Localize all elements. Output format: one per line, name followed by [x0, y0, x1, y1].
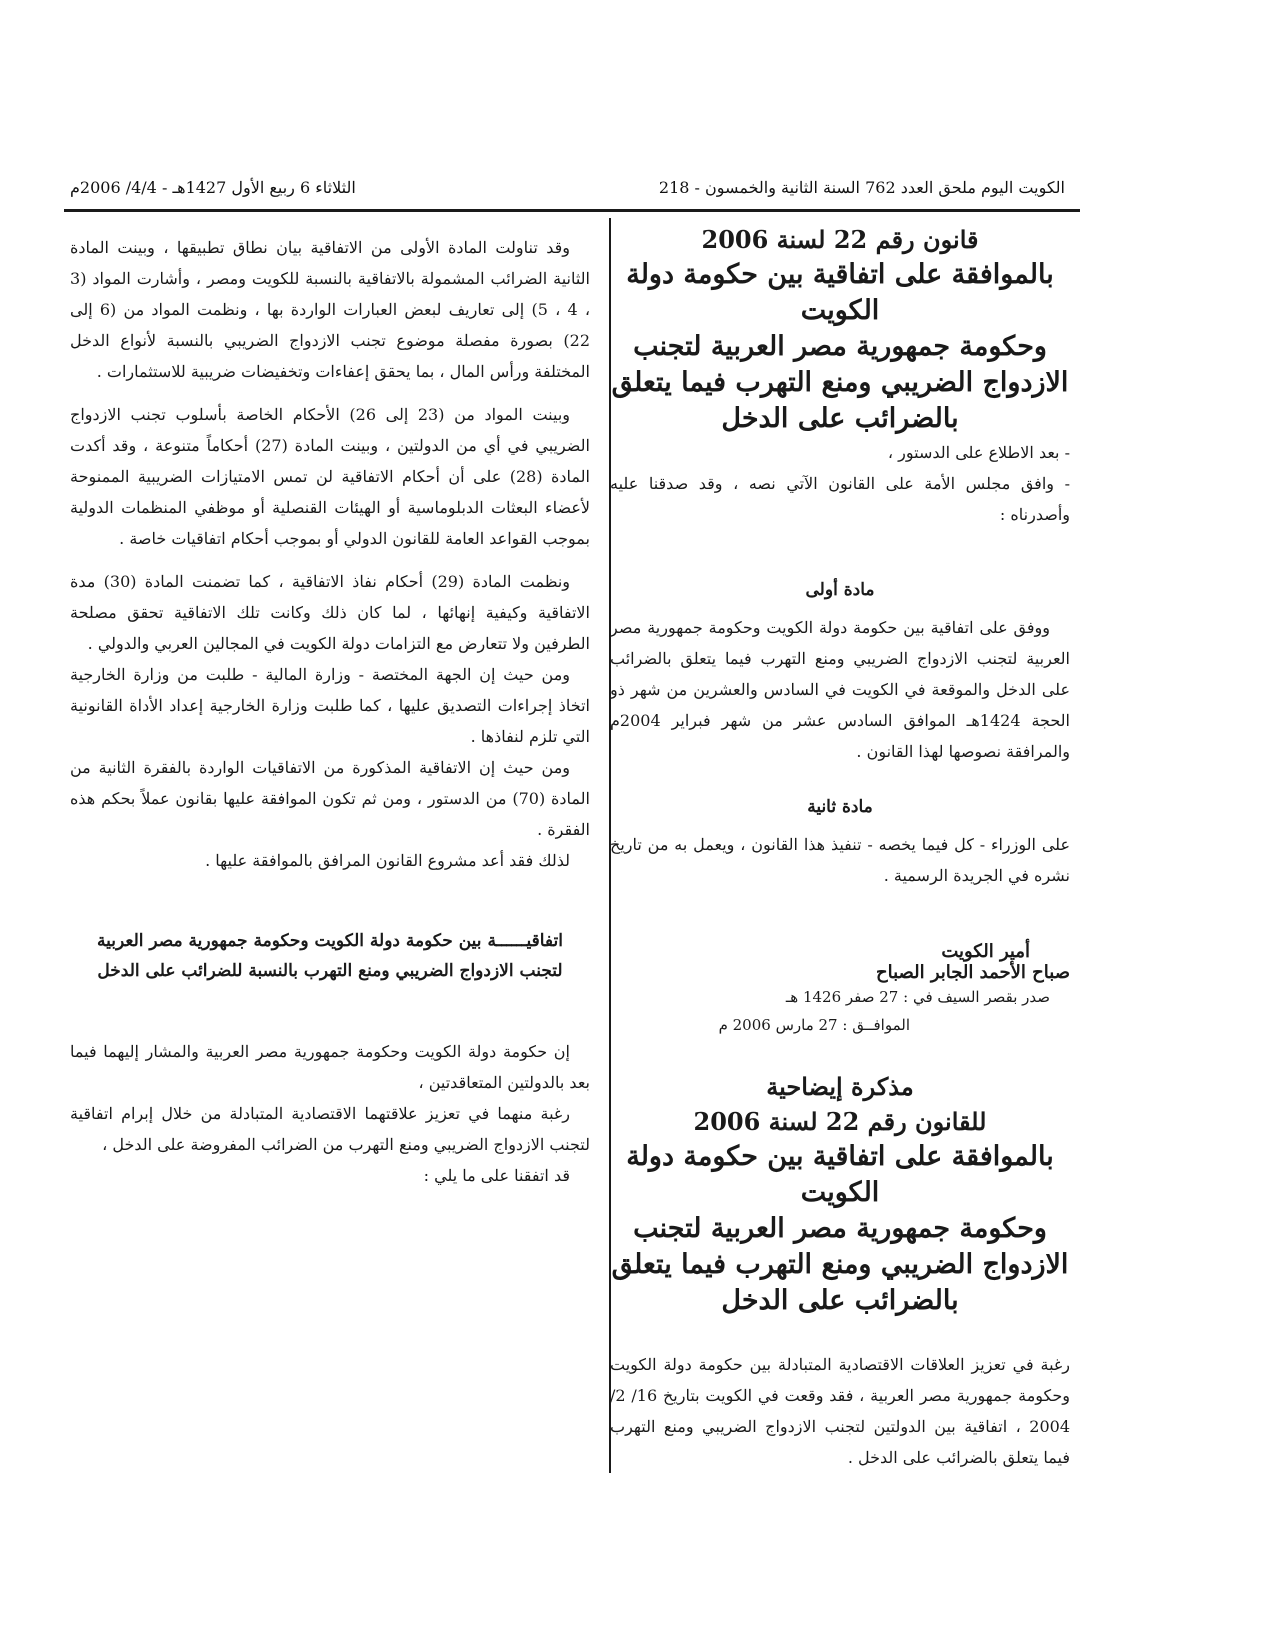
agreement-paragraph: قد اتفقنا على ما يلي :	[423, 1166, 570, 1185]
header-divider	[64, 209, 1080, 212]
article2-heading: مادة ثانية	[807, 797, 873, 817]
memo-paragraph: ومن حيث إن الاتفاقية المذكورة من الاتفاقيات الواردة بالفقرة الثانية من المادة (70) من الدستور ، ومن ثم تكون الموافقة عليها بقانون عملاً بحكم هذه الفقرة .	[70, 758, 590, 839]
memo-paragraph: ومن حيث إن الجهة المختصة - وزارة المالية - طلبت من وزارة الخارجية اتخاذ إجراءات التصديق عليها ، كما طلبت وزارة الخارجية إعداد الأداة القانونية التي تلزم لنفاذها .	[70, 665, 590, 746]
memo-paragraph: ونظمت المادة (29) أحكام نفاذ الاتفاقية ، كما تضمنت المادة (30) مدة الاتفاقية وكيفية إنهائها ، لما كان ذلك وكانت تلك الاتفاقية تحقق مصلحة الطرفين ولا تتعارض مع التزامات دولة الكويت في المجالين العربي والدولي .	[70, 572, 590, 653]
law-title: قانون رقم 22 لسنة 2006	[701, 225, 979, 254]
memo-title: مذكرة إيضاحية	[766, 1072, 914, 1101]
memo-subtitle-line: بالضرائب على الدخل	[721, 1285, 959, 1316]
memo-subtitle-line: بالموافقة على اتفاقية بين حكومة دولة الكويت	[626, 1141, 1054, 1208]
memo-text: رغبة في تعزيز العلاقات الاقتصادية المتبادلة بين حكومة دولة الكويت وحكومة جمهورية مصر العربية ، فقد وقعت في الكويت بتاريخ 16/ 2/ 2004 ، اتفاقية بين الدولتين لتجنب الازدواج الضريبي ومنع التهرب فيما يتعلق بالضرائب على الدخل .	[610, 1355, 1070, 1467]
preamble-line: - وافق مجلس الأمة على القانون الآتي نصه ، وقد صدقنا عليه وأصدرناه :	[610, 474, 1070, 524]
law-subtitle-line: وحكومة جمهورية مصر العربية لتجنب	[633, 331, 1047, 362]
left-column	[70, 232, 590, 1191]
agreement-title: اتفاقيــــــة بين حكومة دولة الكويت وحكومة جمهورية مصر العربية لتجنب الازدواج الضريبي ومنع التهرب بالنسبة للضرائب على الدخل	[97, 931, 563, 981]
issued-line: صدر بقصر السيف في : 27 صفر 1426 هـ	[785, 988, 1050, 1006]
law-subtitle-line: بالموافقة على اتفاقية بين حكومة دولة الكويت	[626, 259, 1054, 326]
header-publication-info: الكويت اليوم ملحق العدد 762 السنة الثانية والخمسون - 218	[658, 178, 1065, 197]
article2-text: على الوزراء - كل فيما يخصه - تنفيذ هذا القانون ، ويعمل به من تاريخ نشره في الجريدة الرسمية .	[610, 835, 1070, 885]
law-subtitle-line: بالضرائب على الدخل	[721, 403, 959, 434]
memo-subtitle-line: الازدواج الضريبي ومنع التهرب فيما يتعلق	[611, 1249, 1069, 1280]
header-date: الثلاثاء 6 ربيع الأول 1427هـ - 4/4/ 2006م	[70, 178, 356, 197]
article1-text: ووفق على اتفاقية بين حكومة دولة الكويت وحكومة جمهورية مصر العربية لتجنب الازدواج الضريبي ومنع التهرب فيما يتعلق بالضرائب على الدخل والموقعة في الكويت في السادس والعشرين من شهر ذو الحجة 1424هـ الموافق السادس عشر من شهر فبراير 2004م والمرافقة نصوصها لهذا القانون .	[610, 618, 1070, 761]
preamble-line: - بعد الاطلاع على الدستور ،	[887, 443, 1070, 462]
corresponding-date-line: الموافــق : 27 مارس 2006 م	[718, 1016, 910, 1034]
memo-law-number: للقانون رقم 22 لسنة 2006	[693, 1107, 987, 1136]
memo-subtitle-line: وحكومة جمهورية مصر العربية لتجنب	[633, 1213, 1047, 1244]
law-subtitle-line: الازدواج الضريبي ومنع التهرب فيما يتعلق	[611, 367, 1069, 398]
signature-title: أمير الكويت	[941, 941, 1030, 962]
article1-heading: مادة أولى	[805, 580, 875, 600]
memo-paragraph: وقد تناولت المادة الأولى من الاتفاقية بيان نطاق تطبيقها ، وبينت المادة الثانية الضرائب المشمولة بالاتفاقية بالنسبة للكويت ومصر ، وأشارت المواد (3 ، 4 ، 5) إلى تعاريف لبعض العبارات الواردة بها ، ونظمت المواد من (6 إلى 22) بصورة مفصلة موضوع تجنب الازدواج الضريبي بالنسبة لأنواع الدخل المختلفة ورأس المال ، بما يحقق إعفاءات وتخفيضات ضريبية للاستثمارات .	[70, 238, 591, 381]
memo-paragraph: وبينت المواد من (23 إلى 26) الأحكام الخاصة بأسلوب تجنب الازدواج الضريبي في أي من الدولتين ، وبينت المادة (27) أحكاماً متنوعة ، وقد أكدت المادة (28) على أن أحكام الاتفاقية لن تمس الامتيازات الضريبية الممنوحة لأعضاء البعثات الدبلوماسية أو الهيئات القنصلية أو موظفي المنظمات الدولية بموجب القواعد العامة للقانون الدولي أو بموجب أحكام اتفاقيات خاصة .	[70, 405, 591, 548]
right-column	[610, 222, 1070, 1473]
agreement-paragraph: إن حكومة دولة الكويت وحكومة جمهورية مصر العربية والمشار إليهما فيما بعد بالدولتين المتعاقدتين ،	[70, 1042, 590, 1092]
memo-paragraph: لذلك فقد أعد مشروع القانون المرافق بالموافقة عليها .	[205, 851, 570, 870]
signature-name: صباح الأحمد الجابر الصباح	[875, 962, 1070, 983]
agreement-paragraph: رغبة منهما في تعزيز علاقتهما الاقتصادية المتبادلة من خلال إبرام اتفاقية لتجنب الازدواج الضريبي ومنع التهرب من الضرائب المفروضة على الدخل ،	[70, 1104, 590, 1154]
